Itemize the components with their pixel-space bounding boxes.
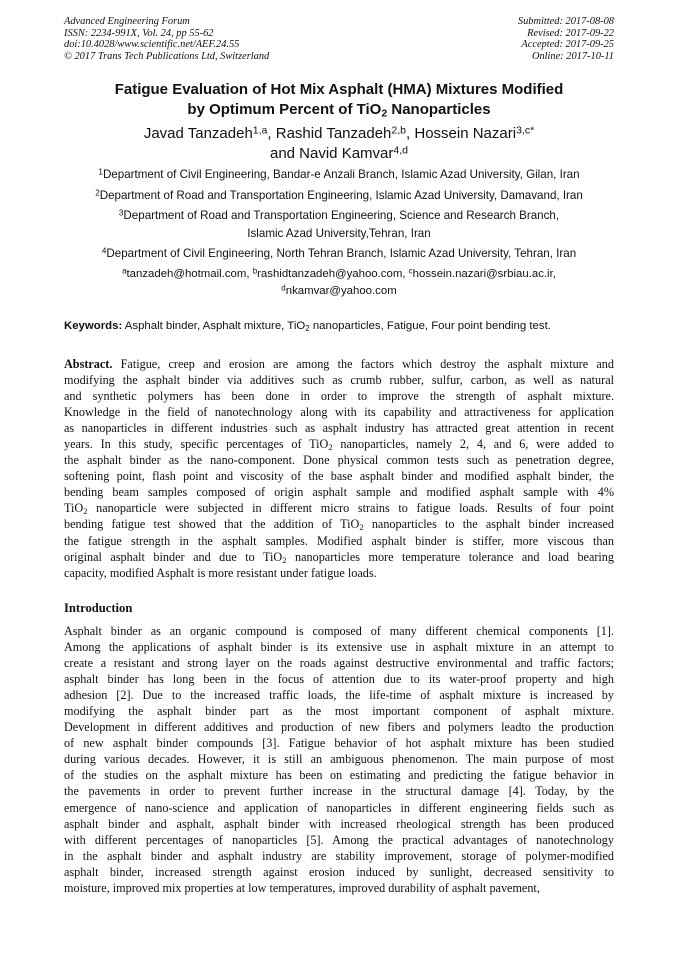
revised-date: Revised: 2017-09-22 bbox=[527, 27, 614, 39]
introduction-heading: Introduction bbox=[64, 601, 133, 615]
line-text: the fatigue strength in the asphalt samples. Modified asphalt binder is stiffer, more viscous than bbox=[64, 533, 614, 548]
abstract-line bbox=[64, 436, 614, 452]
line-text: nanoparticles, namely 2, 4, and 6, were added to bbox=[332, 437, 615, 452]
title-text: Nanoparticles bbox=[387, 100, 491, 118]
line-text: Asphalt binder as an organic compound is composed of many different chemical components [1]. bbox=[64, 624, 614, 638]
abstract-line bbox=[64, 372, 614, 388]
affiliation-text: Department of Road and Transportation Engineering, Islamic Azad University, Damavand, Iran bbox=[99, 188, 583, 202]
line-text: capacity, modified Asphalt is more resistant under fatigue loads. bbox=[64, 565, 377, 580]
abstract-line bbox=[64, 549, 614, 565]
affiliation-mark: 4 bbox=[101, 246, 107, 256]
introduction-line bbox=[64, 735, 614, 751]
abstract-line bbox=[64, 565, 614, 581]
abstract-line bbox=[64, 356, 614, 372]
author-separator: , bbox=[406, 125, 415, 142]
paper-title bbox=[40, 80, 638, 119]
introduction-line bbox=[64, 687, 614, 703]
introduction-line bbox=[64, 703, 614, 719]
keywords bbox=[64, 318, 614, 334]
email-line-2 bbox=[40, 283, 638, 301]
affiliation-text: Department of Civil Engineering, Bandar-e Anzali Branch, Islamic Azad University, Gilan, Iran bbox=[102, 168, 580, 181]
abstract-line bbox=[64, 533, 614, 549]
line-text: modifying the asphalt binder via additives such as crumb rubber, sulfur, carbon, as well as natural bbox=[64, 373, 614, 388]
affiliation-2 bbox=[40, 187, 638, 205]
accepted-date: Accepted: 2017-09-25 bbox=[521, 39, 614, 51]
introduction-line bbox=[64, 864, 614, 880]
line-text: during various decades. However, it is still an ambiguous phenomenon. The main purpose of most bbox=[64, 752, 614, 767]
author-line-1 bbox=[40, 124, 638, 144]
affiliation-mark: 3 bbox=[118, 208, 124, 218]
author-name: and Navid Kamvar bbox=[269, 145, 394, 162]
introduction-line bbox=[64, 783, 614, 799]
email-mark: b bbox=[252, 265, 258, 275]
line-text: the asphalt binder as the nano-component. Done physical common tests such as penetration degree, bbox=[64, 453, 614, 468]
introduction-line bbox=[64, 655, 614, 671]
abstract-line bbox=[64, 468, 614, 484]
author-affil-mark: 1,a bbox=[252, 124, 268, 137]
email-mark: a bbox=[122, 265, 127, 275]
line-text: original asphalt binder and due to TiO bbox=[64, 549, 283, 564]
abstract-line bbox=[64, 500, 614, 516]
author-name: Hossein Nazari bbox=[414, 125, 517, 142]
keywords-text: nanoparticles, Fatigue, Four point bending test. bbox=[309, 320, 551, 332]
affiliation-text: Department of Road and Transportation Engineering, Science and Research Branch, bbox=[123, 209, 560, 222]
keywords-text: Asphalt binder, Asphalt mixture, TiO bbox=[122, 320, 306, 332]
affiliation-text: Department of Civil Engineering, North Tehran Branch, Islamic Azad University, Tehran, Iran bbox=[106, 247, 577, 260]
line-text: asphalt binder and asphalt, asphalt binder with increased rheological strength has been produced bbox=[64, 816, 614, 831]
email-address: rashidtanzadeh@yahoo.com bbox=[257, 267, 403, 280]
line-text: Development in different additives and production of new fibers and polymers leadto the production bbox=[64, 720, 614, 735]
affiliation-mark: 2 bbox=[95, 187, 100, 197]
line-text: Fatigue, creep and erosion are among the factors which destroy the asphalt mixture and bbox=[112, 357, 614, 371]
abstract-line bbox=[64, 516, 614, 532]
email-separator: , bbox=[402, 267, 409, 280]
line-text: the pavements in order to prevent further increase in the structural damage [4]. Today, by the bbox=[64, 784, 614, 799]
line-text: nanoparticles more temperature tolerance and load bearing bbox=[286, 549, 614, 564]
journal-name: Advanced Engineering Forum bbox=[64, 16, 190, 27]
keywords-label: Keywords: bbox=[64, 320, 123, 332]
author-affil-mark: 2,b bbox=[391, 124, 407, 137]
line-text: and synthetic polymers has been done in order to improve the strength of asphalt mixture. bbox=[64, 389, 614, 404]
line-text: years. In this study, specific percentages of TiO bbox=[64, 437, 329, 452]
introduction-line bbox=[64, 719, 614, 735]
chemical-subscript: 2 bbox=[328, 442, 333, 453]
email-separator: , bbox=[246, 267, 253, 280]
line-text: asphalt binder has long been in the focus of attention due to its water-proof property and high bbox=[64, 672, 614, 687]
online-date: Online: 2017-10-11 bbox=[531, 50, 614, 62]
introduction-line bbox=[64, 751, 614, 767]
line-text: create a resistant and strong layer on the roads against destructive environmental and traffic factors; bbox=[64, 656, 614, 671]
submitted-date: Submitted: 2017-08-08 bbox=[517, 16, 614, 27]
affiliation-4 bbox=[40, 245, 638, 263]
line-text: softening point, flash point and viscosity of the base asphalt binder and modified asphalt binder, the bbox=[64, 469, 614, 484]
introduction-line bbox=[64, 816, 614, 832]
abstract-label: Abstract. bbox=[64, 357, 113, 371]
author-name: Rashid Tanzadeh bbox=[275, 125, 392, 142]
journal-copyright: © 2017 Trans Tech Publications Ltd, Switzerland bbox=[64, 50, 270, 62]
introduction-line bbox=[64, 800, 614, 816]
affiliation-1 bbox=[40, 166, 638, 184]
journal-info bbox=[64, 16, 269, 62]
journal-issn: ISSN: 2234-991X, Vol. 24, pp 55-62 bbox=[64, 27, 214, 39]
title-line-2 bbox=[40, 100, 638, 120]
introduction-line bbox=[64, 671, 614, 687]
introduction-line bbox=[64, 639, 614, 655]
abstract-line bbox=[64, 484, 614, 500]
introduction-line bbox=[64, 880, 614, 896]
email-address: hossein.nazari@srbiau.ac.ir, bbox=[412, 267, 556, 280]
author-list bbox=[40, 124, 638, 164]
journal-doi: doi:10.4028/www.scientific.net/AEF.24.55 bbox=[64, 39, 240, 51]
line-text: Among the applications of asphalt binder is its extensive use in asphalt mixture in an attempt to bbox=[64, 640, 614, 655]
introduction-line bbox=[64, 832, 614, 848]
line-text: Knowledge in the field of nanotechnology along with its capability and attractiveness for application bbox=[64, 405, 614, 420]
affiliation-mark: 1 bbox=[98, 167, 103, 177]
line-text: as nanoparticles in different industries such as asphalt industry has attracted great attention in recent bbox=[64, 421, 614, 436]
line-text: adhesion [2]. Due to the increased traffic loads, the life-time of asphalt mixture is increased by bbox=[64, 688, 614, 703]
line-text: with different percentages of nanoparticles [5]. Among the practical advantages of nanotechnology bbox=[64, 832, 614, 847]
title-text: by Optimum Percent of TiO bbox=[187, 100, 382, 118]
author-affil-mark: 3,c* bbox=[516, 124, 535, 137]
title-line-1: Fatigue Evaluation of Hot Mix Asphalt (HMA) Mixtures Modified bbox=[114, 81, 564, 98]
author-line-2 bbox=[40, 144, 638, 164]
email-mark: d bbox=[281, 283, 286, 293]
line-text: nanoparticles to the asphalt binder increased bbox=[363, 517, 614, 532]
title-subscript: 2 bbox=[381, 107, 388, 120]
keywords-subscript: 2 bbox=[305, 323, 310, 333]
introduction-line bbox=[64, 848, 614, 864]
abstract bbox=[64, 356, 614, 581]
line-text: of the studies on the asphalt mixture has been on estimating and predicting the fatigue behavior in bbox=[64, 768, 614, 783]
line-text: asphalt binder, increased strength against erosion induced by sunlight, decreased sensitivity to bbox=[64, 864, 614, 879]
line-text: nanoparticle were subjected in different micro strains to fatigue loads. Results of four point bbox=[87, 501, 614, 516]
chemical-subscript: 2 bbox=[359, 522, 364, 533]
email-address: tanzadeh@hotmail.com bbox=[126, 267, 247, 280]
author-name: Javad Tanzadeh bbox=[143, 125, 253, 142]
line-text: emergence of nano-science and application of nanoparticles in different engineering fields such as bbox=[64, 800, 614, 815]
affiliation-3-cont: Islamic Azad University,Tehran, Iran bbox=[247, 226, 431, 240]
author-affil-mark: 4,d bbox=[393, 144, 408, 157]
abstract-line bbox=[64, 452, 614, 468]
abstract-line bbox=[64, 420, 614, 436]
email-address: nkamvar@yahoo.com bbox=[285, 285, 397, 297]
affiliation-3 bbox=[40, 207, 638, 225]
email-mark: c bbox=[408, 265, 413, 275]
introduction-line bbox=[64, 767, 614, 783]
introduction-text bbox=[64, 623, 614, 896]
introduction-line bbox=[64, 623, 614, 639]
submission-dates bbox=[518, 16, 614, 62]
abstract-line bbox=[64, 404, 614, 420]
line-text: in the asphalt binder and asphalt industry are stability improvement, storage of polymer-modified bbox=[64, 848, 614, 863]
abstract-line bbox=[64, 388, 614, 404]
affiliations bbox=[40, 166, 638, 301]
line-text: TiO bbox=[64, 501, 84, 516]
line-text: bending beam samples composed of origin asphalt sample and modified asphalt sample with 4% bbox=[64, 485, 614, 500]
chemical-subscript: 2 bbox=[282, 554, 287, 565]
line-text: modifying the asphalt binder part as the most important component of asphalt mixture. bbox=[64, 704, 614, 719]
line-text: bending fatigue test showed that the addition of TiO bbox=[64, 517, 360, 532]
line-text: moisture, improved mix properties at low temperatures, improved durability of asphalt pavement, bbox=[64, 880, 540, 895]
email-line-1 bbox=[40, 266, 638, 284]
author-separator: , bbox=[267, 125, 276, 142]
chemical-subscript: 2 bbox=[83, 506, 88, 517]
line-text: of new asphalt binder compounds [3]. Fatigue behavior of hot asphalt mixture has been studied bbox=[64, 736, 614, 751]
